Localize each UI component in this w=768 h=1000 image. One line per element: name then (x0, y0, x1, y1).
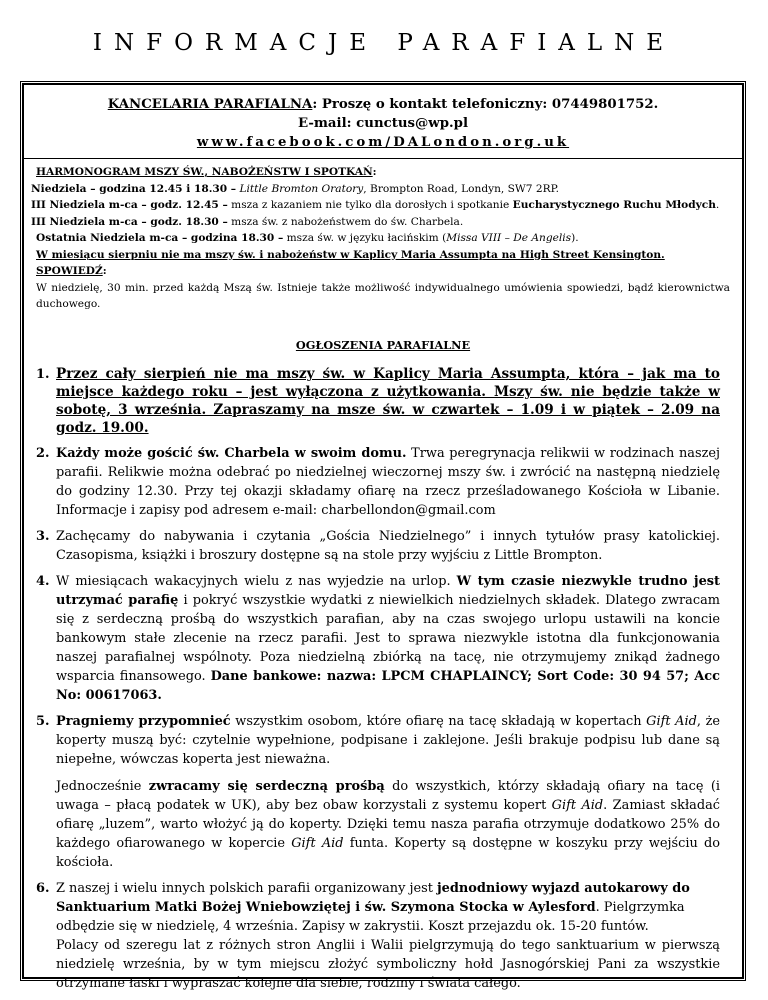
item-number: 4. (36, 574, 50, 589)
item-number: 1. (36, 367, 50, 382)
item-number: 2. (36, 446, 50, 461)
item-text: W miesiącach wakacyjnych wielu z nas wyjedzie na urlop. W tym czasie niezwykle trudno jest utrzymać parafię i pokryć wszystkie wydatki z niewielkich niedzielnych składek. Dlatego zwracam się z serdeczną prośbą do wszystkich parafian, aby na czas swojego urlopu ustawili na koncie bankowym stałe zlecenie na rzecz parafii. Jest to sprawa niezwykle istotna dla funkcjonowania naszej parafialnej wspólnoty. Poza niedzielną zbiórką na tacę, nie otrzymujemy znikąd żadnego wsparcia finansowego. Dane bankowe: nazwa: LPCM CHAPLAINCY; Sort Code: 30 94 57; Acc No: 00617063. (56, 574, 720, 703)
schedule-heading: HARMONOGRAM MSZY ŚW., NABOŻEŃSTW I SPOTKAŃ: (36, 166, 377, 178)
divider (24, 158, 742, 159)
item-text: Przez cały sierpień nie ma mszy św. w Kaplicy Maria Assumpta, która – jak ma to miejsce każdego roku – jest wyłączona z użytkowania. Mszy św. nie będzie także w sobotę, 3 września. Zapraszamy na msze św. w czwartek – 1.09 i w piątek – 2.09 na godz. 19.00. (56, 366, 720, 436)
schedule-line: Ostatnia Niedziela m-ca – godzina 18.30 – msza św. w języku łacińskim (Missa VIII – De Angelis). (36, 232, 579, 244)
schedule-line: III Niedziela m-ca – godz. 18.30 – msza św. z nabożeństwem do św. Charbela. (31, 215, 464, 228)
item-text: Z naszej i wielu innych polskich parafii organizowany jest jednodniowy wyjazd autokarowy do Sanktuarium Matki Bożej Wniebowziętej i św. Szymona Stocka w Aylesford. Pielgrzymka odbędzie się w niedzielę, 4 września. Zapisy w zakrystii. Koszt przejazdu ok. 15-20 funtów. Polacy od szeregu lat z różnych stron Anglii i Walii pielgrzymują do tego sanktuarium w pierwszą niedzielę września, by w tym miejscu złożyć symboliczny hołd Jasnogórskiej Pani za wszystkie otrzymane łaski i wypraszać kolejne dla siebie, rodziny i świata całego. (56, 881, 720, 991)
announcements-heading: OGŁOSZENIA PARAFIALNE (295, 338, 471, 352)
schedule-line: Niedziela – godzina 12.45 i 18.30 – Little Bromton Oratory, Brompton Road, Londyn, SW7 2RP. (31, 182, 559, 195)
schedule-block (31, 164, 730, 313)
contact-email[interactable]: E-mail: cunctus@wp.pl (297, 116, 469, 131)
bulletin-frame (20, 81, 746, 991)
list-item (36, 879, 720, 993)
list-item (36, 572, 720, 705)
page-title: INFORMACJE PARAFIALNE (92, 30, 676, 56)
schedule-notice: W miesiącu sierpniu nie ma mszy św. i nabożeństw w Kaplicy Maria Assumpta na High Street Kensington. (36, 248, 665, 261)
item-text: Każdy może gościć św. Charbela w swoim domu. Trwa peregrynacja relikwii w rodzinach naszej parafii. Relikwie można odebrać po niedzielnej wieczornej mszy św. i zwrócić na następną niedzielę do godziny 12.30. Przy tej okazji składamy ofiarę na rzecz prześladowanego Kościoła w Libanie. Informacje i zapisy pod adresem e-mail: charbellondon@gmail.com (56, 446, 720, 518)
office-label: KANCELARIA PARAFIALNA (107, 97, 313, 112)
announcements-list (36, 365, 720, 1000)
list-item (36, 365, 720, 437)
list-item (36, 527, 720, 565)
contact-line (24, 95, 742, 114)
confession-heading: SPOWIEDŹ: (36, 265, 107, 277)
item-number: 6. (36, 881, 50, 896)
item-number: 5. (36, 714, 50, 729)
item-text: Zachęcamy do nabywania i czytania „Gościa Niedzielnego” i innych tytułów prasy katolickiej. Czasopisma, książki i broszury dostępne są na stole przy wyjściu z Little Brompton. (56, 529, 720, 563)
item-number: 3. (36, 529, 50, 544)
contact-block (24, 95, 742, 152)
list-item (36, 712, 720, 872)
facebook-link[interactable]: www.facebook.com/DALondon.org.uk (196, 135, 570, 150)
bulletin-inner (23, 84, 743, 991)
schedule-line: III Niedziela m-ca – godz. 12.45 – msza z kazaniem nie tylko dla dorosłych i spotkanie Eucharystycznego Ruchu Młodych. (31, 199, 720, 211)
item-text: Pragniemy przypomnieć wszystkim osobom, które ofiarę na tacę składają w kopertach Gift Aid, że koperty muszą być: czytelnie wypełnione, podpisane i zaklejone. Jeśli brakuje podpisu lub dane są niepełne, wówczas koperta jest nieważna. Jednocześnie zwracamy się serdeczną prośbą do wszystkich, którzy składają ofiary na tacę (i uwaga – płacą podatek w UK), aby bez obaw korzystali z systemu kopert Gift Aid. Zamiast składać ofiarę „luzem”, warto włożyć ją do koperty. Dzięki temu nasza parafia otrzymuje dodatkowo 25% do każdego ofiarowanego w kopercie Gift Aid funta. Koperty są dostępne w koszyku przy wejściu do kościoła. (56, 714, 721, 870)
list-item (36, 444, 720, 520)
office-phone: : Proszę o kontakt telefoniczny: 07449801752. (312, 97, 659, 112)
confession-text: W niedzielę, 30 min. przed każdą Mszą św. Istnieje także możliwość indywidualnego umówienia spowiedzi, bądź kierownictwa duchowego. (36, 281, 730, 310)
